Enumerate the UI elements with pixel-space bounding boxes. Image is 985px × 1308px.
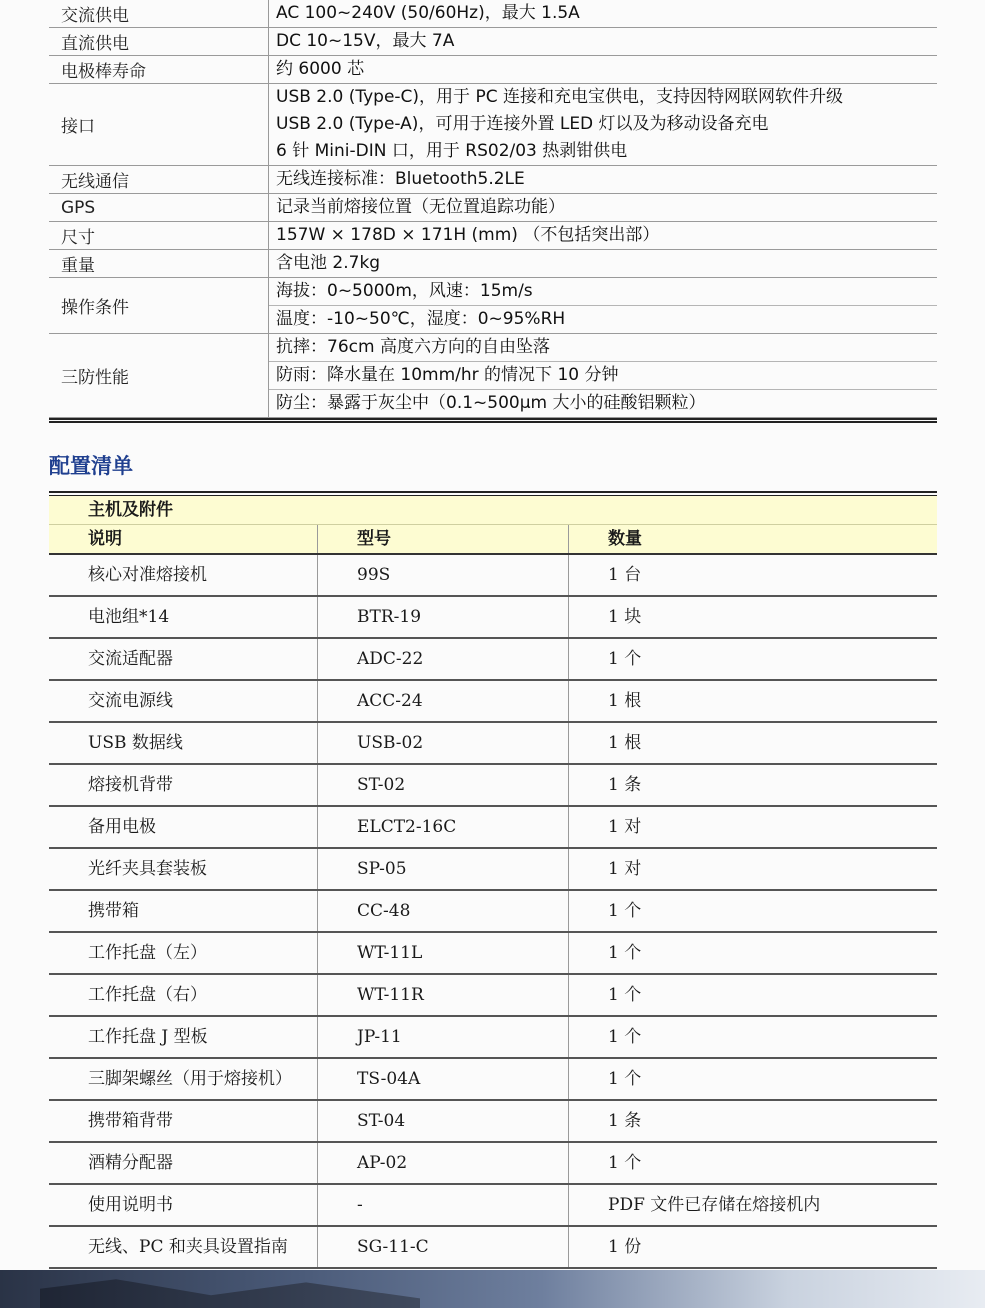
item-description: 熔接机背带: [49, 765, 318, 805]
spec-value: 6 针 Mini-DIN 口，用于 RS02/03 热剥钳供电: [276, 141, 628, 161]
item-description: 酒精分配器: [49, 1143, 318, 1183]
spec-label: 无线通信: [49, 166, 269, 193]
spec-row: [49, 334, 937, 418]
item-quantity: 1 个: [608, 649, 642, 669]
spec-row: [49, 194, 937, 222]
item-quantity: 1 条: [608, 775, 642, 795]
item-quantity: 1 块: [608, 607, 642, 627]
item-description: 核心对准熔接机: [49, 555, 318, 595]
table-row: [49, 807, 937, 849]
spec-values: [269, 222, 937, 249]
item-model: ST-04: [318, 1101, 569, 1141]
spec-table: [49, 0, 937, 423]
spec-value: 温度：-10~50℃，湿度：0~95%RH: [269, 305, 937, 333]
spec-value: 海拔：0~5000m，风速：15m/s: [276, 281, 533, 301]
item-model: -: [318, 1185, 569, 1225]
item-model: AP-02: [318, 1143, 569, 1183]
config-table: [49, 491, 937, 1273]
spec-row: [49, 84, 937, 166]
item-model: ST-02: [318, 765, 569, 805]
spec-values: [269, 334, 937, 417]
item-model: TS-04A: [318, 1059, 569, 1099]
header-model: 型号: [318, 525, 569, 553]
item-quantity: 1 个: [608, 943, 642, 963]
spec-label: 交流供电: [49, 0, 269, 27]
item-model: JP-11: [318, 1017, 569, 1057]
spec-value: DC 10~15V，最大 7A: [276, 31, 455, 51]
spec-values: [269, 56, 937, 83]
item-model: ADC-22: [318, 639, 569, 679]
item-quantity: 1 个: [608, 1027, 642, 1047]
item-quantity: 1 份: [608, 1237, 642, 1257]
item-description: 工作托盘（左）: [49, 933, 318, 973]
item-model: 99S: [318, 555, 569, 595]
item-description: 工作托盘（右）: [49, 975, 318, 1015]
item-model: WT-11R: [318, 975, 569, 1015]
table-row: [49, 933, 937, 975]
item-description: 光纤夹具套装板: [49, 849, 318, 889]
table-row: [49, 555, 937, 597]
spec-row: [49, 28, 937, 56]
config-group-label: 主机及附件: [49, 496, 937, 525]
item-quantity: 1 个: [608, 985, 642, 1005]
spec-table-bottom-rule: [49, 418, 937, 423]
table-row: [49, 723, 937, 765]
header-desc: 说明: [49, 525, 318, 553]
item-model: SG-11-C: [318, 1227, 569, 1267]
desktop-wallpaper-strip: [0, 1270, 985, 1308]
config-rows: [49, 555, 937, 1269]
spec-value: 约 6000 芯: [276, 59, 365, 79]
spec-values: [269, 0, 937, 27]
table-row: [49, 681, 937, 723]
spec-label: GPS: [49, 194, 269, 221]
item-description: USB 数据线: [49, 723, 318, 763]
item-description: 携带箱背带: [49, 1101, 318, 1141]
config-list-title: 配置清单: [49, 454, 133, 478]
item-quantity: 1 对: [608, 817, 642, 837]
item-model: USB-02: [318, 723, 569, 763]
spec-row: [49, 56, 937, 84]
item-model: BTR-19: [318, 597, 569, 637]
table-row: [49, 891, 937, 933]
table-row: [49, 849, 937, 891]
spec-row: [49, 0, 937, 28]
table-row: [49, 765, 937, 807]
table-row: [49, 1101, 937, 1143]
item-description: 工作托盘 J 型板: [49, 1017, 318, 1057]
spec-values: [269, 84, 937, 165]
item-description: 无线、PC 和夹具设置指南: [49, 1227, 318, 1267]
spec-label: 电极棒寿命: [49, 56, 269, 83]
spec-values: [269, 250, 937, 277]
item-model: CC-48: [318, 891, 569, 931]
spec-value: 含电池 2.7kg: [276, 253, 381, 273]
item-description: 电池组*14: [49, 597, 318, 637]
table-row: [49, 1143, 937, 1185]
spec-value: USB 2.0 (Type-A)，可用于连接外置 LED 灯以及为移动设备充电: [276, 114, 769, 134]
spec-row: [49, 222, 937, 250]
config-header-row: [49, 525, 937, 555]
item-quantity: 1 根: [608, 733, 642, 753]
spec-row: [49, 250, 937, 278]
item-description: 备用电极: [49, 807, 318, 847]
spec-label: 重量: [49, 250, 269, 277]
spec-label: 尺寸: [49, 222, 269, 249]
table-row: [49, 975, 937, 1017]
spec-label: 接口: [49, 84, 269, 165]
spec-values: [269, 166, 937, 193]
spec-label: 操作条件: [49, 278, 269, 333]
wallpaper-shape: [40, 1276, 420, 1308]
spec-label: 三防性能: [49, 334, 269, 417]
spec-rows: [49, 0, 937, 418]
spec-values: [269, 194, 937, 221]
item-description: 交流适配器: [49, 639, 318, 679]
table-row: [49, 1017, 937, 1059]
item-quantity: 1 条: [608, 1111, 642, 1131]
item-description: 三脚架螺丝（用于熔接机）: [49, 1059, 318, 1099]
item-quantity: PDF 文件已存储在熔接机内: [608, 1195, 821, 1215]
spec-row: [49, 166, 937, 194]
item-quantity: 1 对: [608, 859, 642, 879]
item-model: ELCT2-16C: [318, 807, 569, 847]
item-quantity: 1 根: [608, 691, 642, 711]
spec-values: [269, 278, 937, 333]
spec-value: 无线连接标准：Bluetooth5.2LE: [276, 169, 525, 189]
table-row: [49, 639, 937, 681]
item-quantity: 1 台: [608, 565, 642, 585]
spec-value: 防雨：降水量在 10mm/hr 的情况下 10 分钟: [269, 361, 937, 389]
spec-value: 防尘：暴露于灰尘中（0.1~500μm 大小的硅酸铝颗粒）: [269, 389, 937, 417]
table-row: [49, 1059, 937, 1101]
item-model: ACC-24: [318, 681, 569, 721]
item-description: 使用说明书: [49, 1185, 318, 1225]
spec-label: 直流供电: [49, 28, 269, 55]
spec-value: 抗摔：76cm 高度六方向的自由坠落: [276, 337, 550, 357]
item-model: SP-05: [318, 849, 569, 889]
item-quantity: 1 个: [608, 901, 642, 921]
item-description: 交流电源线: [49, 681, 318, 721]
item-quantity: 1 个: [608, 1153, 642, 1173]
spec-value: 157W × 178D × 171H (mm) （不包括突出部）: [276, 225, 660, 245]
item-quantity: 1 个: [608, 1069, 642, 1089]
header-qty: 数量: [608, 529, 642, 549]
item-model: WT-11L: [318, 933, 569, 973]
spec-row: [49, 278, 937, 334]
spec-values: [269, 28, 937, 55]
table-row: [49, 1227, 937, 1269]
item-description: 携带箱: [49, 891, 318, 931]
spec-value: USB 2.0 (Type-C)，用于 PC 连接和充电宝供电，支持因特网联网软件升级: [276, 87, 843, 107]
spec-value: 记录当前熔接位置（无位置追踪功能）: [276, 197, 565, 217]
spec-value: AC 100~240V (50/60Hz)，最大 1.5A: [276, 3, 580, 23]
table-row: [49, 1185, 937, 1227]
table-row: [49, 597, 937, 639]
